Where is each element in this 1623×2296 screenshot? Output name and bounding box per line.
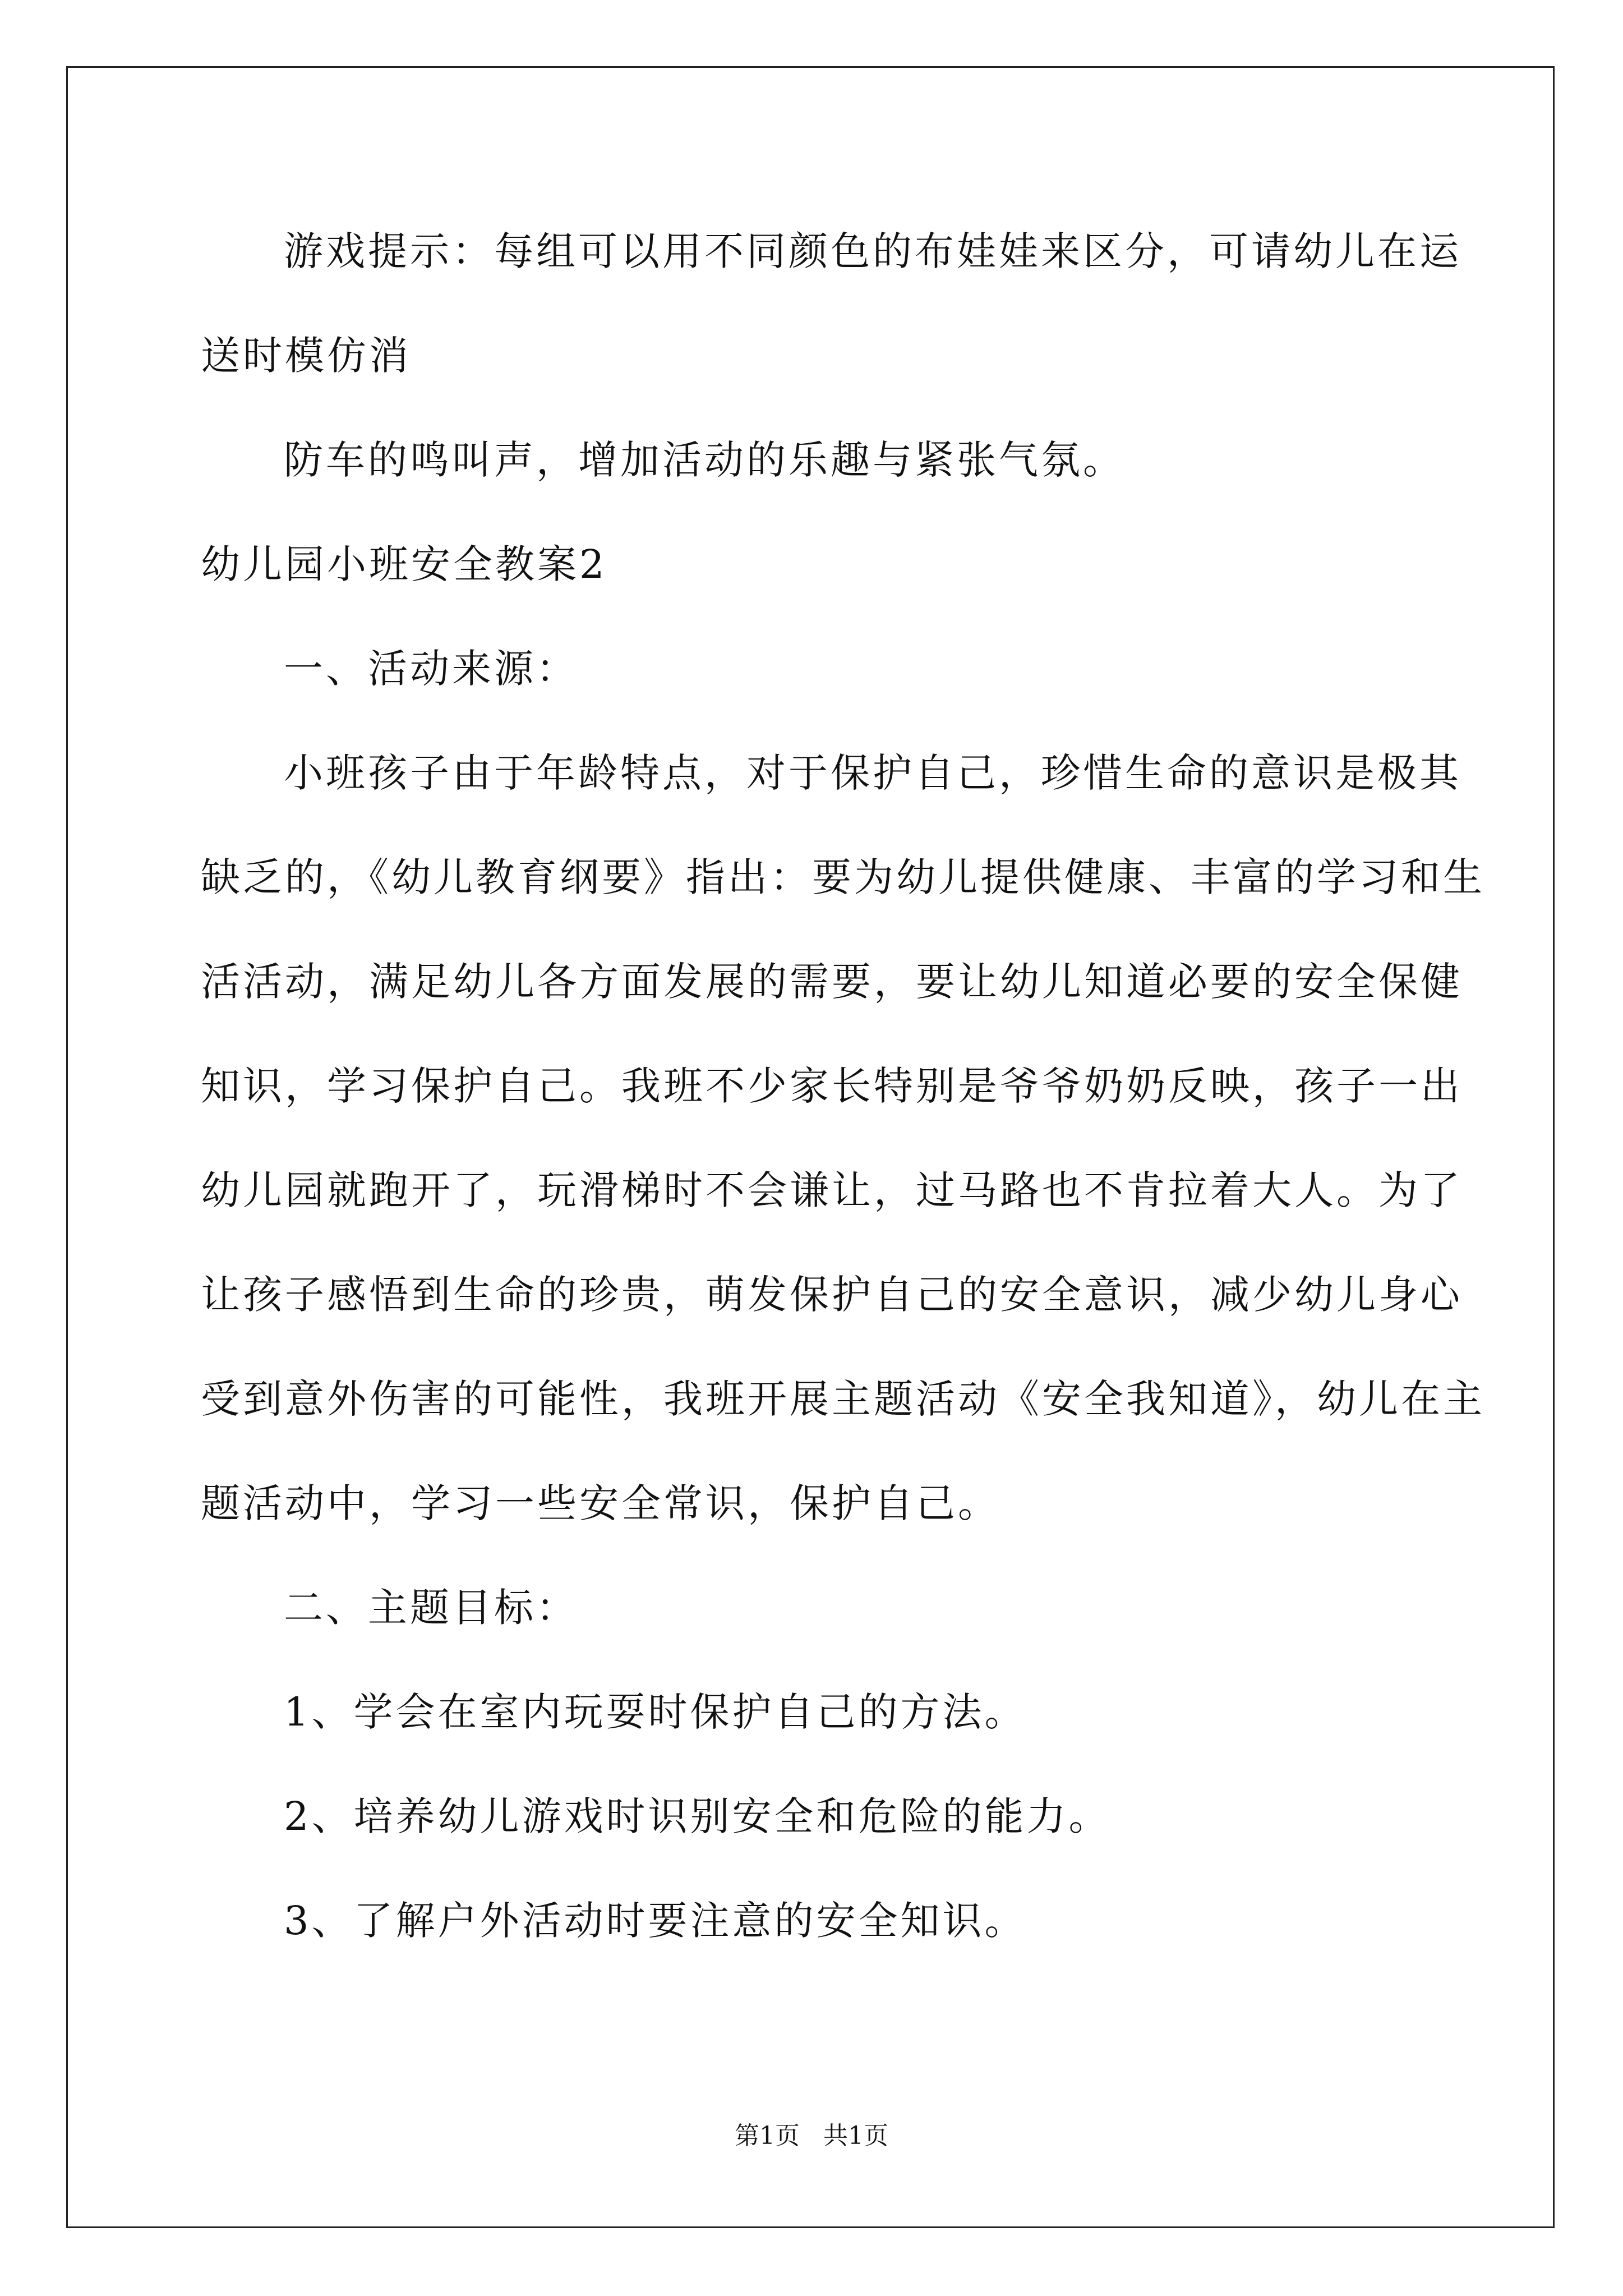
paragraph-line: 缺乏的，《幼儿教育纲要》指出：要为幼儿提供健康、丰富的学习和生 (201, 854, 1485, 900)
list-item: 3、了解户外活动时要注意的安全知识。 (284, 1898, 1027, 1944)
paragraph-line: 防车的鸣叫声，增加活动的乐趣与紧张气氛。 (284, 437, 1125, 483)
list-item: 1、学会在室内玩耍时保护自己的方法。 (284, 1689, 1027, 1735)
paragraph-line: 受到意外伤害的可能性，我班开展主题活动《安全我知道》，幼儿在主 (201, 1376, 1485, 1422)
list-item: 2、培养幼儿游戏时识别安全和危险的能力。 (284, 1793, 1111, 1839)
section-heading: 二、主题目标： (284, 1585, 578, 1631)
page-number-footer: 第1页 共1页 (735, 2122, 888, 2150)
section-title: 幼儿园小班安全教案2 (201, 541, 607, 587)
paragraph-line: 活活动，满足幼儿各方面发展的需要，要让幼儿知道必要的安全保健 (201, 959, 1463, 1005)
paragraph-line: 小班孩子由于年龄特点，对于保护自己，珍惜生命的意识是极其 (284, 750, 1461, 796)
paragraph-line: 幼儿园就跑开了，玩滑梯时不会谦让，过马路也不肯拉着大人。为了 (201, 1167, 1463, 1213)
paragraph-line: 送时模仿消 (201, 333, 411, 379)
section-heading: 一、活动来源： (284, 646, 578, 692)
paragraph-line: 题活动中，学习一些安全常识，保护自己。 (201, 1480, 1000, 1526)
paragraph-line: 让孩子感悟到生命的珍贵，萌发保护自己的安全意识，减少幼儿身心 (201, 1272, 1463, 1318)
paragraph-line: 知识，学习保护自己。我班不少家长特别是爷爷奶奶反映，孩子一出 (201, 1063, 1463, 1109)
paragraph-line: 游戏提示：每组可以用不同颜色的布娃娃来区分，可请幼儿在运 (284, 228, 1461, 274)
